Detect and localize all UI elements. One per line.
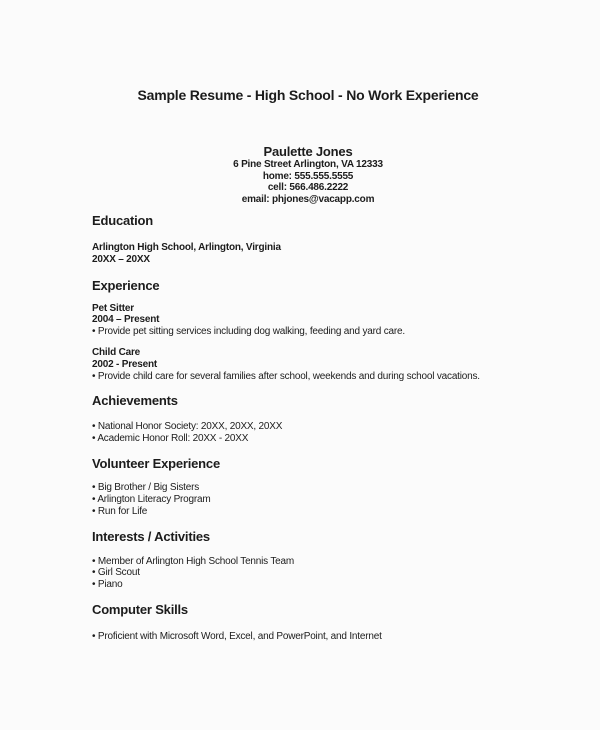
contact-address: 6 Pine Street Arlington, VA 12333 — [233, 159, 383, 170]
list-item: • Proficient with Microsoft Word, Excel, and PowerPoint, and Internet — [92, 631, 382, 643]
page-title: Sample Resume - High School - No Work Experience — [137, 87, 479, 103]
list-item: • Girl Scout — [92, 567, 140, 579]
achievements-list — [92, 421, 524, 444]
experience-heading: Experience — [92, 277, 160, 293]
contact-block — [92, 145, 524, 205]
contact-cell-phone: cell: 566.486.2222 — [267, 182, 349, 194]
computer-skills-list — [92, 631, 524, 643]
job-title: Pet Sitter — [92, 302, 134, 314]
section-achievements — [92, 394, 524, 444]
education-entry — [92, 242, 524, 265]
job-dates: 2002 - Present — [92, 358, 158, 370]
list-item: • Big Brother / Big Sisters — [92, 482, 200, 494]
section-volunteer-experience — [92, 457, 524, 517]
list-item: • National Honor Society: 20XX, 20XX, 20XX — [92, 421, 283, 433]
list-item: • Piano — [92, 578, 123, 590]
job-bullet: • Provide child care for several families after school, weekends and during school vacations. — [92, 370, 480, 382]
contact-home-phone: home: 555.555.5555 — [262, 170, 354, 182]
job-bullet: • Provide pet sitting services including dog walking, feeding and yard care. — [92, 325, 405, 337]
computer-skills-heading: Computer Skills — [92, 602, 188, 618]
contact-name: Paulette Jones — [263, 144, 353, 159]
interests-heading: Interests / Activities — [92, 529, 210, 545]
achievements-heading: Achievements — [92, 393, 178, 409]
education-dates: 20XX – 20XX — [92, 253, 150, 265]
volunteer-list — [92, 482, 524, 517]
volunteer-heading: Volunteer Experience — [92, 456, 220, 472]
job-entry — [92, 347, 524, 382]
list-item: • Academic Honor Roll: 20XX - 20XX — [92, 432, 249, 444]
section-experience — [92, 279, 524, 383]
section-computer-skills — [92, 603, 524, 643]
list-item: • Arlington Literacy Program — [92, 493, 211, 505]
list-item: • Run for Life — [92, 505, 148, 517]
contact-email: email: phjones@vacapp.com — [241, 193, 375, 205]
education-heading: Education — [92, 213, 154, 229]
job-dates: 2004 – Present — [92, 314, 160, 326]
job-title: Child Care — [92, 347, 141, 359]
section-education — [92, 214, 524, 265]
education-school: Arlington High School, Arlington, Virginia — [92, 242, 281, 254]
job-entry — [92, 303, 524, 338]
list-item: • Member of Arlington High School Tennis Team — [92, 555, 295, 567]
interests-list — [92, 556, 524, 591]
section-interests-activities — [92, 530, 524, 590]
